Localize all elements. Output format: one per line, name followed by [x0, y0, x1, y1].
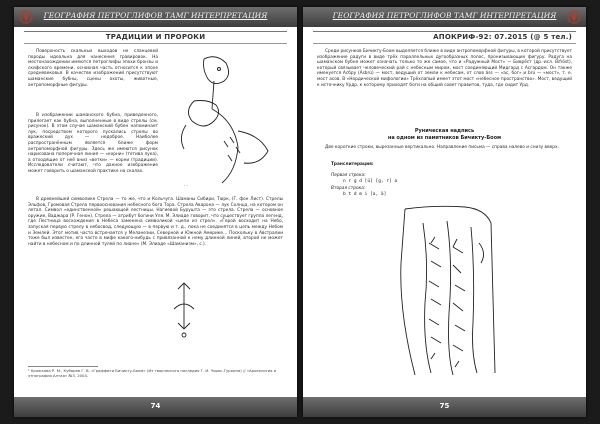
logo-emblem-icon [567, 10, 581, 24]
header-bar [14, 7, 297, 27]
divider [24, 31, 287, 32]
divider [313, 43, 576, 44]
footnote-rule [28, 366, 98, 367]
paragraph-intro: Среди рисунков Бичикту-Боом выделяется ближе в виде антропоморфной фигуры, в которой присутствует изображение радуги в виде трёх параллельных дугообразных полос, пронизывающих фигуру. Радуга на шаманском бубне может означать только то же самое, что и «Радужный Мост» — Биврёст (др.-исл. Bifröst), который связывает человеческий рай с небесным миром, мост соединяющий Мидгард с Асгардом. Он также именуется Асбру (Ásbrú) — мост, ведущий от земли к небесам, от слов áss — «ас, бог» и brú — «мост», т. е. мост асов. В «Нордической мифологии» Трёхлапый имеет этот мост «небесное пространство». Мост, ведущий к источнику Урдр, к которому приходят боги на общий совет правитов, туда, где сидит Урд. [317, 49, 572, 88]
page-number: 75 [439, 402, 450, 410]
line2-value: b t d m i [a, ä] [343, 192, 387, 197]
left-page [14, 7, 297, 417]
petroglyph-arrow-figure [164, 279, 204, 339]
footnote: ¹ Кряжкова Р. М., Кубарев Г. В. «Граффити Бичикту-Боом» (Из творческого наследия Г. И. Чорос-Гуркина) // «Археология и этнография Алтая» №3, 2004. [28, 368, 277, 378]
translit-label: Транслитерация: [331, 162, 374, 167]
line1-label: Первая строка: [331, 173, 366, 178]
paragraph-3: В древнейшей символике Стрела — то же, что и Кольчуга. Шаманы Сибири, Тюрк, (Г. фон Лист). Стрелы Эльфов, Громовая Стрела первооснования небесного бога Тора. Стрела Аварона — лук Солнца, на котором он летал. Символ «единственной» решающей лестницы. Нагиевой Бурушта — это стрела. Стрела — основное оружие, Ваджара (Р. Генон). Стрела — атрибут богини Уля. М. Элиаде говорит, что существует группа легенд, где Лестница восхождения в Небеса заменена символикой «цепи из стрел». «Герой восходит на Небо, запуская первую стрелу в небосвод, следующую — в первую и т. д., пока не соединятся в цепь между Небом и Землей. Этот мотив часто встречается у Меланезии, Северной и Южной Америке… Поскольку в Австралии тоже был известен, его часто в мифе какого-нибудь с привязанной к нему длинной линей, второй не может найти в небесном и по длинной тулей по лиане» (М. Элиаде «Шаманизм», с.). [28, 197, 283, 247]
header-bar [303, 7, 586, 27]
inscription-title: Руническая надпись на одном из памятников Бичикту-Боом [387, 128, 502, 141]
section-title: ТРАДИЦИИ И ПРОРОКИ [105, 33, 206, 41]
divider [24, 43, 287, 44]
paragraph-2: Две короткие строки, вырезанные вертикально. Направление письма — справа налево и снизу вверх. [325, 145, 559, 150]
logo-emblem-icon [19, 10, 33, 24]
runic-inscription-drawing [395, 203, 505, 383]
page-number: 74 [150, 402, 161, 410]
line1-value: n r g d [ü] [g, r] a [343, 179, 398, 184]
date-line: АПОКРИФ-92: 07.2015 (@ 5 тел.) [433, 33, 572, 41]
footer-bar [303, 397, 586, 417]
paragraph-intro: Поверхность скальных выходов не сланцевой породы идеальна для нанесения гравировок. На местонахождении имеются петроглифы эпохи бронзы и скифского времени, основная часть относится к эпохе средневековья. В качестве изображений присутствуют шаманские бубны, сцены охоты, животные, антропоморфные фигуры. [28, 49, 158, 88]
header-title: ГЕОГРАФИЯ ПЕТРОГЛИФОВ ТАМГ ИНТЕРПРЕТАЦИЯ [43, 11, 268, 20]
right-page [303, 7, 586, 417]
petroglyph-drum-figure [164, 51, 282, 191]
line2-label: Вторая строка: [331, 186, 366, 191]
divider [313, 31, 576, 32]
paragraph-2: В изображении шаманского бубна, приведенного, прилегает как бубна, выполненные в виде стрелы (см. рисунок). В этом случае шаманский бубен напоминает лук, посредством которого пускались стрелы во вражеский дух — недоброе. Наиболее распространённым является ближе форм антропоморфной фигуры. Здесь же имеются рисунок нарисована поперечная линия — «корни» (тетива лука), а отходящие от неё вниз «ветки» — корни (традиции). Исследователи считают, что данное изображение может говорить о шаманской практике на скалах. [28, 113, 158, 174]
svg-text:· ·: · · [184, 183, 188, 188]
footer-bar [14, 397, 297, 417]
header-title: ГЕОГРАФИЯ ПЕТРОГЛИФОВ ТАМГ ИНТЕРПРЕТАЦИЯ [332, 11, 557, 20]
